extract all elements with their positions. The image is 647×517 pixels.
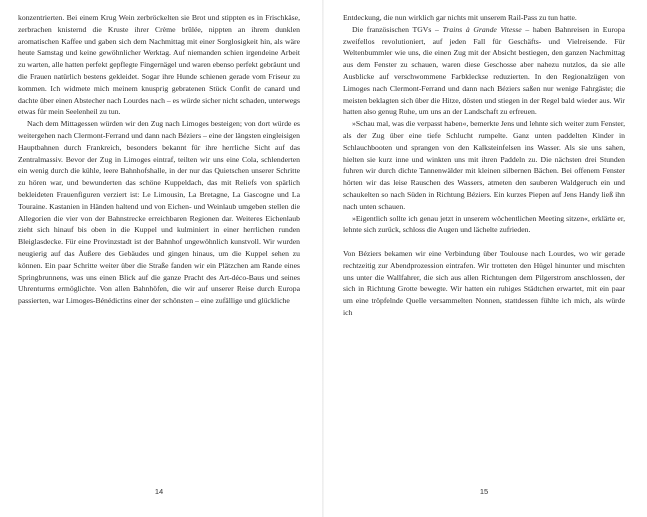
right-paragraph-4: »Eigentlich sollte ich genau jetzt in unserem wöchentlichen Meeting sitzen«, erklärte er, lehnte sich zurück, schloss die Augen und lächelte zufrieden. bbox=[343, 213, 625, 235]
page-number-right: 15 bbox=[479, 487, 489, 496]
right-paragraph-5: Von Béziers bekamen wir eine Verbindung über Toulouse nach Lourdes, wo wir gerade rechtzeitig zur Abendprozession eintrafen. Wir trotteten den Hügel hinunter und mischten uns unter die Wallfahrer, die sich aus allen Richtungen dem Pilgerstrom anschlossen, der sich in Richtung Grotte bewegte. Wir hatten ein ruhiges Städtchen erwartet, mit ein paar um eine tröpfelnde Quelle versammelten Nonnen, stattdessen fühlte ich mich, als würde ich bbox=[343, 248, 625, 317]
right-paragraph-3: »Schau mal, was die verpasst haben«, bemerkte Jens und lehnte sich weiter zum Fenster, als der Zug über eine tiefe Schlucht rumpelte. Ganz unten paddelten Kinder in Schlauchbooten und sprangen von den Kalksteinfelsen ins Wasser. Als sie uns sahen, hielten sie kurz inne und winkten uns mit ihren Paddeln zu. Die nächsten drei Stunden fuhren wir durch dichte Tannenwälder mit kleinen silbernen Bächen. Bei offenem Fenster hörten wir das leise Rauschen des Wassers, atmeten den sauberen Waldgeruch ein und schaukelten so nach Süden in Richtung Béziers. Ein kurzes Piepen auf Jens Handy ließ ihn nach unten schauen. bbox=[343, 119, 625, 211]
left-paragraph-1: konzentrierten. Bei einem Krug Wein zerbröckelten sie Brot und stippten es in Frischkäse, zerbrachen knisternd die Kruste ihrer Crème brûlée, nippten an ihrem dunklen aromatischen Kaffee und gaben sich dem Nachmittag mit einer Sorglosigkeit hin, als wäre heute Samstag und keine gewöhnlicher Werktag. Auf niemanden schien irgendeine Arbeit zu warten, alle hatten perfekt gepflegte Fingernägel und waren ebenso perfekt gebräunt und die Frauen natürlich bestens gekleidet. Sogar ihre Hunde schienen gerade vom Friseur zu kommen. Ich widmete mich meinem knusprig gebratenen Stück Confit de canard und dachte über einen Abstecher nach Lourdes nach – es würde sicher nicht schaden, unterwegs etwas für mein Seelenheil zu tun. bbox=[18, 13, 300, 117]
right-paragraph-2-rest: – haben Bahnreisen in Europa zweifellos revolutioniert, auf jeden Fall für Geschäfts- und Vielreisende. Für Weltenbummler wie uns, die einen Zug mit der Absicht bestiegen, den ganzen Nachmittag aus dem Fenster zu schauen, waren diese Geschosse aber nahezu nutzlos, da sie alle Ausblicke auf verschwommene Farbkleckse reduzierten. In den Regionalzügen von Limoges nach Clermont-Ferrand und dann nach Béziers saßen nur wenige Fahrgäste; die meisten beklagten sich über die Hitze, dösten und stiegen in der Regel bald wieder aus. Wir hatten also genug Ruhe, um uns an der Landschaft zu erfreuen. bbox=[343, 24, 625, 117]
right-paragraph-1: Entdeckung, die nun wirklich gar nichts mit unserem Rail-Pass zu tun hatte. bbox=[343, 13, 577, 22]
right-page bbox=[343, 12, 625, 482]
right-paragraph-2-start: Die französischen TGVs – bbox=[352, 24, 443, 34]
left-paragraph-2: Nach dem Mittagessen würden wir den Zug nach Limoges besteigen; von dort würde es weitergehen nach Clermont-Ferrand und dann nach Béziers – eine der längsten eingleisigen Hauptbahnen durch Frankreich, besonders bekannt für ihre herrliche Sicht auf das Zentralmassiv. Bevor der Zug in Limoges eintraf, teilten wir uns eine Cola, schlenderten ein wenig durch die kühle, leere Bahnhofshalle, in der nur das Quietschen unserer Schritte zu hören war, und bewunderten das schöne Kuppeldach, das mit Reliefs von spärlich bekleideten Frauenfiguren verziert ist: Le Limousin, La Bretagne, La Gascogne und La Touraine. Kastanien in Händen haltend und von Eichen- und Weinlaub umgeben stellen die Allegorien die vier von der Bahnstrecke erreichbaren Regionen dar. Weiteres Eichenlaub zieht sich hinauf bis oben in die Kuppel und kulminiert in einer herrlichen runden Bleiglasdecke. Für eine Provinzstadt ist der Bahnhof ungewöhnlich kunstvoll. Wir wurden neugierig auf das Äußere des Gebäudes und gingen hinaus, um die Kuppel sehen zu können. Ein paar Schritte weiter über die Straße fanden wir ein Plätzchen am Rande eines Springbrunnens, was uns einen Blick auf die ganze Pracht des Art-déco-Baus und seines Uhrenturms ermöglichte. Von allen Bahnhöfen, die wir auf unserer Reise durch Europa passierten, war Limoges-Bénédictins einer der schönsten – eine zufällige und glückliche bbox=[18, 119, 300, 306]
book-gutter bbox=[322, 0, 324, 517]
left-page bbox=[18, 12, 300, 482]
page-number-left: 14 bbox=[154, 487, 164, 496]
right-paragraph-2 bbox=[343, 24, 625, 118]
tgv-title-italic: Trains à Grande Vitesse bbox=[442, 24, 522, 34]
